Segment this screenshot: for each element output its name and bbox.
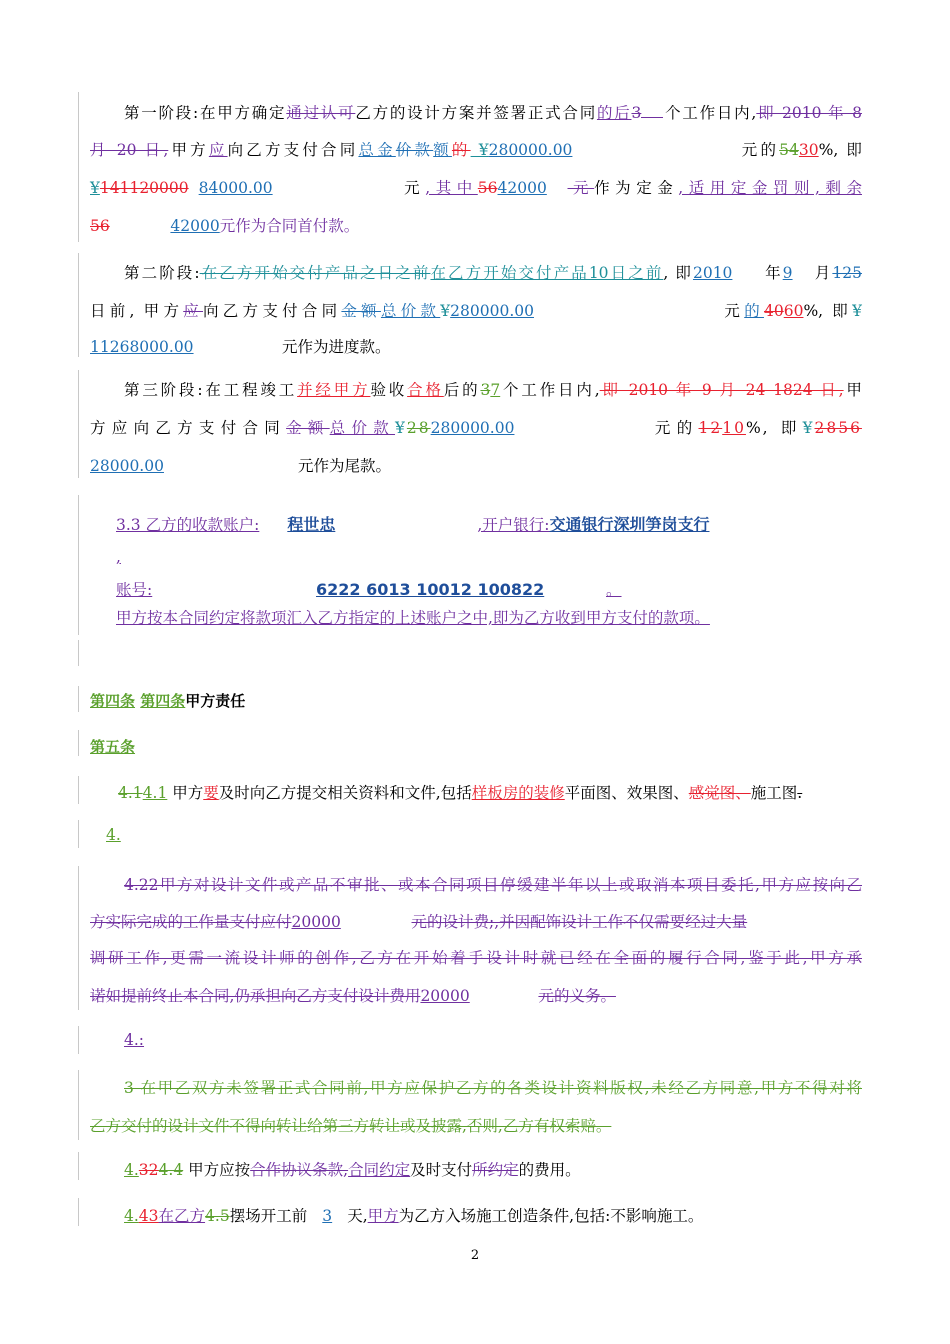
clause-4-5: 4.43在乙方4.5摆场开工前 3 天,甲方为乙方入场施工创造条件,包括:不影响施工。 [124, 1207, 704, 1225]
change-bar [78, 1026, 79, 1054]
change-bar [78, 1070, 79, 1140]
change-bar [78, 686, 79, 712]
stage3-line1: 第三阶段:在工程竣工并经甲方验收合格后的37个工作日内,即 2010 年 9 月 24 1824 日,甲 [124, 381, 862, 399]
change-bar [78, 640, 79, 666]
clause-4-4: 4.324.4 甲方应按合作协议条款,合同约定及时支付所约定的费用。 [124, 1161, 581, 1179]
clause-4-2-line4: 诺如提前终止本合同,仍承担向乙方支付设计费用20000 元的义务。 [90, 987, 616, 1005]
clause-4-colon: 4.: [124, 1031, 145, 1049]
change-bar [78, 730, 79, 756]
stage2-line2: 日前, 甲方应向乙方支付合同金额总价款¥280000.00 元的4060%, 即¥ [90, 302, 862, 320]
stage2-line3: 11268000.00 元作为进度款。 [90, 338, 391, 356]
clause-4-3-line2: 乙方交付的设计文件不得向转让给第三方转让或及披露,否则,乙方有权索赔。 [90, 1117, 612, 1135]
clause-4-2-line3: 调研工作,更需一流设计师的创作,乙方在开始着手设计时就已经在全面的履行合同,鉴于此,甲方承 [90, 949, 862, 967]
account-line1: 3.3 乙方的收款账户: 程世忠 ,开户银行:交通银行深圳笋岗支行 [116, 515, 710, 534]
article5-heading: 第五条 [90, 738, 136, 756]
account-line3: 账号: 6222 6013 10012 100822 。 [116, 580, 622, 599]
stage1-line2: 月 20 日,甲方应向乙方支付合同总金价款额的 ¥280000.00 元的5430%, 即 [90, 141, 862, 159]
change-bar [78, 1198, 79, 1226]
change-bar [78, 495, 79, 635]
change-bar [78, 370, 79, 478]
change-bar [78, 866, 79, 1010]
change-bar [78, 776, 79, 804]
change-bar [78, 92, 79, 242]
stage3-line2: 方应向乙方支付合同金额总价款¥28280000.00 元的1210%, 即¥2856 [90, 419, 862, 437]
article4-heading: 第四条 第四条甲方责任 [90, 692, 246, 710]
page-number: 2 [470, 1248, 480, 1263]
stage1-line1: 第一阶段:在甲方确定通过认可乙方的设计方案并签署正式合同的后3 个工作日内,即 2010 年 8 [90, 100, 862, 123]
clause-4-2-line2: 方实际完成的工作量支付应付20000 元的设计费;,并因配饰设计工作不仅需要经过大量 [90, 913, 748, 931]
stage1-line3: ¥141120000 84000.00 元,其中5642000 元作为定金,适用定金罚则,剩余 [90, 179, 862, 197]
change-bar [78, 1152, 79, 1180]
clause-4-1: 4.14.1 甲方要及时向乙方提交相关资料和文件,包括样板房的装修平面图、效果图、感觉图、施工图. [118, 784, 803, 802]
stage2-line1: 第二阶段:在乙方开始交付产品之日之前在乙方开始交付产品10日之前, 即2010 年9 月125 [124, 264, 862, 282]
stage1-line4: 56 42000元作为合同首付款。 [90, 217, 360, 235]
change-bar [78, 820, 79, 848]
change-bar [78, 253, 79, 357]
clause-4-2-line1: 4.22甲方对设计文件或产品不审批、或本合同项目停缓建半年以上或取消本项目委托,甲方应按向乙 [124, 876, 862, 894]
stage3-line3: 28000.00 元作为尾款。 [90, 457, 392, 475]
account-line2: , [116, 548, 121, 566]
clause-4-stub: 4. [106, 826, 121, 844]
clause-4-3-line1: 3 在甲乙双方未签署正式合同前,甲方应保护乙方的各类设计资料版权,未经乙方同意,甲方不得对将 [124, 1079, 862, 1097]
account-line4: 甲方按本合同约定将款项汇入乙方指定的上述账户之中,即为乙方收到甲方支付的款项。 [116, 609, 710, 627]
